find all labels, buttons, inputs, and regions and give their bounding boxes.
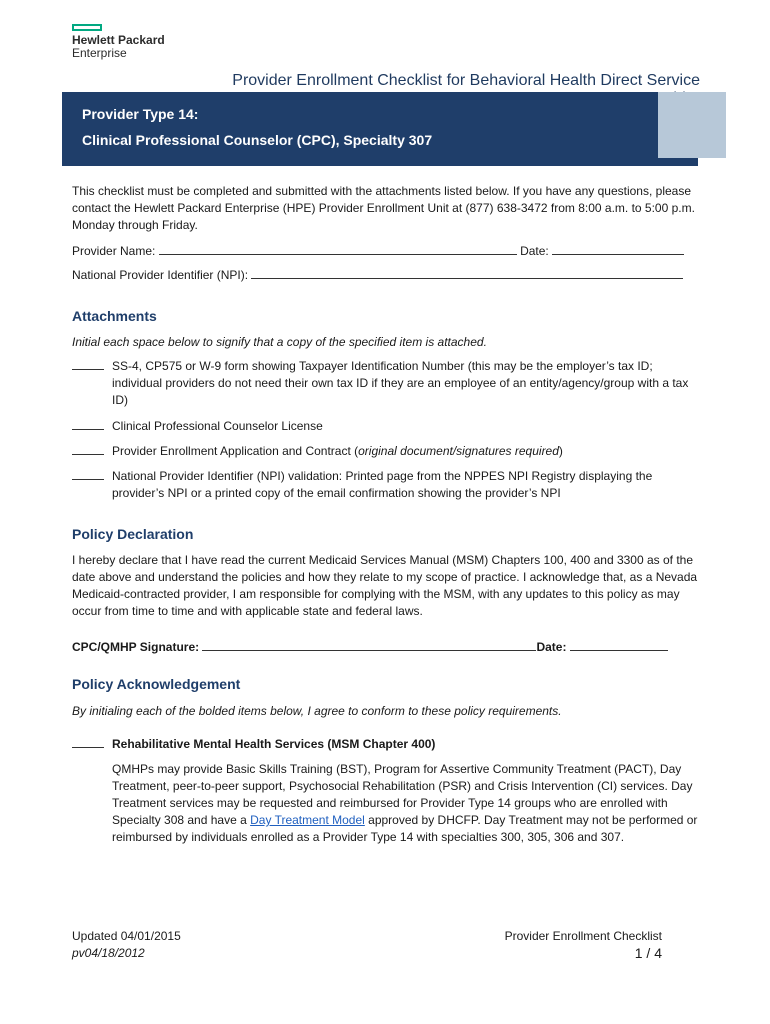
document-title: Provider Enrollment Checklist for Behavioral Health Direct Service bbox=[232, 72, 700, 89]
attachment-text: Clinical Professional Counselor License bbox=[112, 419, 323, 433]
initial-field[interactable] bbox=[72, 479, 104, 480]
policy-ack-text-before: QMHPs may provide Basic Skills Training (BST), Program for Assertive Community Treatment (PACT), Day Treatment, peer-to-peer support, Psychosocial Rehabilitation (PSR) and Crisis Intervention (CI) services. Day Treatment services may be requested and reimbursed for Provider Type 14 groups who are enrolled with Specialty 308 and have a bbox=[112, 762, 693, 827]
initial-field[interactable] bbox=[72, 429, 104, 430]
day-treatment-model-link[interactable]: Day Treatment Model bbox=[250, 813, 365, 827]
signature-date-field[interactable] bbox=[570, 638, 668, 651]
provider-type-banner bbox=[62, 92, 698, 166]
attachment-text: SS-4, CP575 or W-9 form showing Taxpayer Identification Number (this may be the employer’s tax ID; individual providers do not need their own tax ID if they are an employee of an entity/agency/group with a tax ID) bbox=[112, 359, 689, 407]
policy-ack-text-after: approved by DHCFP. Day Treatment may not be performed or reimbursed by individuals enrolled as a Provider Type 14 with specialties 300, 305, 306 and 307. bbox=[112, 813, 698, 844]
signature-label: CPC/QMHP Signature: bbox=[72, 640, 200, 654]
logo-line-2: Enterprise bbox=[72, 46, 127, 60]
footer-left bbox=[72, 928, 181, 962]
application-suffix: ) bbox=[558, 444, 563, 458]
signature-date-label: Date: bbox=[536, 640, 567, 654]
provider-name-label: Provider Name: bbox=[72, 244, 156, 258]
policy-ack-item-title: Rehabilitative Mental Health Services (MSM Chapter 400) bbox=[112, 737, 436, 751]
attachment-text: National Provider Identifier (NPI) validation: Printed page from the NPPES NPI Registry displaying the provider’s NPI or a printed copy of the email confirmation showing the provider’s NPI bbox=[112, 469, 653, 500]
initial-field[interactable] bbox=[72, 454, 104, 455]
attachment-text bbox=[112, 443, 702, 460]
application-prefix: Provider Enrollment Application and Contract ( bbox=[112, 444, 359, 458]
policy-ack-heading: Policy Acknowledgement bbox=[72, 676, 241, 692]
npi-row bbox=[72, 266, 683, 284]
date-field[interactable] bbox=[552, 242, 684, 255]
footer-right bbox=[505, 928, 662, 962]
hpe-logo bbox=[72, 24, 192, 60]
signature-row bbox=[72, 638, 702, 654]
footer-updated: Updated 04/01/2015 bbox=[72, 929, 181, 943]
signature-field[interactable] bbox=[202, 638, 536, 651]
initial-field[interactable] bbox=[72, 747, 104, 748]
page-number: 1 / 4 bbox=[634, 945, 662, 961]
npi-field[interactable] bbox=[251, 266, 683, 279]
logo-mark-icon bbox=[72, 24, 102, 31]
policy-declaration-heading: Policy Declaration bbox=[72, 526, 194, 542]
initial-field[interactable] bbox=[72, 369, 104, 370]
logo-line-1: Hewlett Packard bbox=[72, 33, 165, 47]
banner-specialty: Clinical Professional Counselor (CPC), Specialty 307 bbox=[82, 132, 433, 148]
attachments-heading: Attachments bbox=[72, 308, 157, 324]
banner-provider-type: Provider Type 14: bbox=[82, 106, 199, 122]
application-italic: original document/signatures required bbox=[358, 444, 559, 458]
footer-doc-name: Provider Enrollment Checklist bbox=[504, 929, 662, 943]
attachments-instruction: Initial each space below to signify that a copy of the specified item is attached. bbox=[72, 335, 487, 349]
date-label: Date: bbox=[520, 244, 549, 258]
policy-ack-instruction: By initialing each of the bolded items below, I agree to conform to these policy requirements. bbox=[72, 704, 562, 718]
intro-paragraph: This checklist must be completed and submitted with the attachments listed below. If you have any questions, please contact the Hewlett Packard Enterprise (HPE) Provider Enrollment Unit at (877) 638-3472 from 8:00 a.m. to 5:00 p.m. Monday through Friday. bbox=[72, 184, 695, 232]
banner-accent bbox=[658, 92, 726, 158]
policy-declaration-text: I hereby declare that I have read the current Medicaid Services Manual (MSM) Chapters 100, 400 and 3300 as of the date above and understand the policies and how they relate to my scope of practice. I acknowledge that, as a Nevada Medicaid-contracted provider, I am responsible for complying with the MSM, with any updates to this policy as may occur from time to time and with applicable state and federal laws. bbox=[72, 553, 698, 618]
provider-name-row bbox=[72, 242, 684, 260]
policy-ack-text bbox=[112, 761, 702, 846]
provider-name-field[interactable] bbox=[159, 242, 517, 255]
npi-label: National Provider Identifier (NPI): bbox=[72, 268, 249, 282]
footer-pv: pv04/18/2012 bbox=[72, 946, 145, 960]
